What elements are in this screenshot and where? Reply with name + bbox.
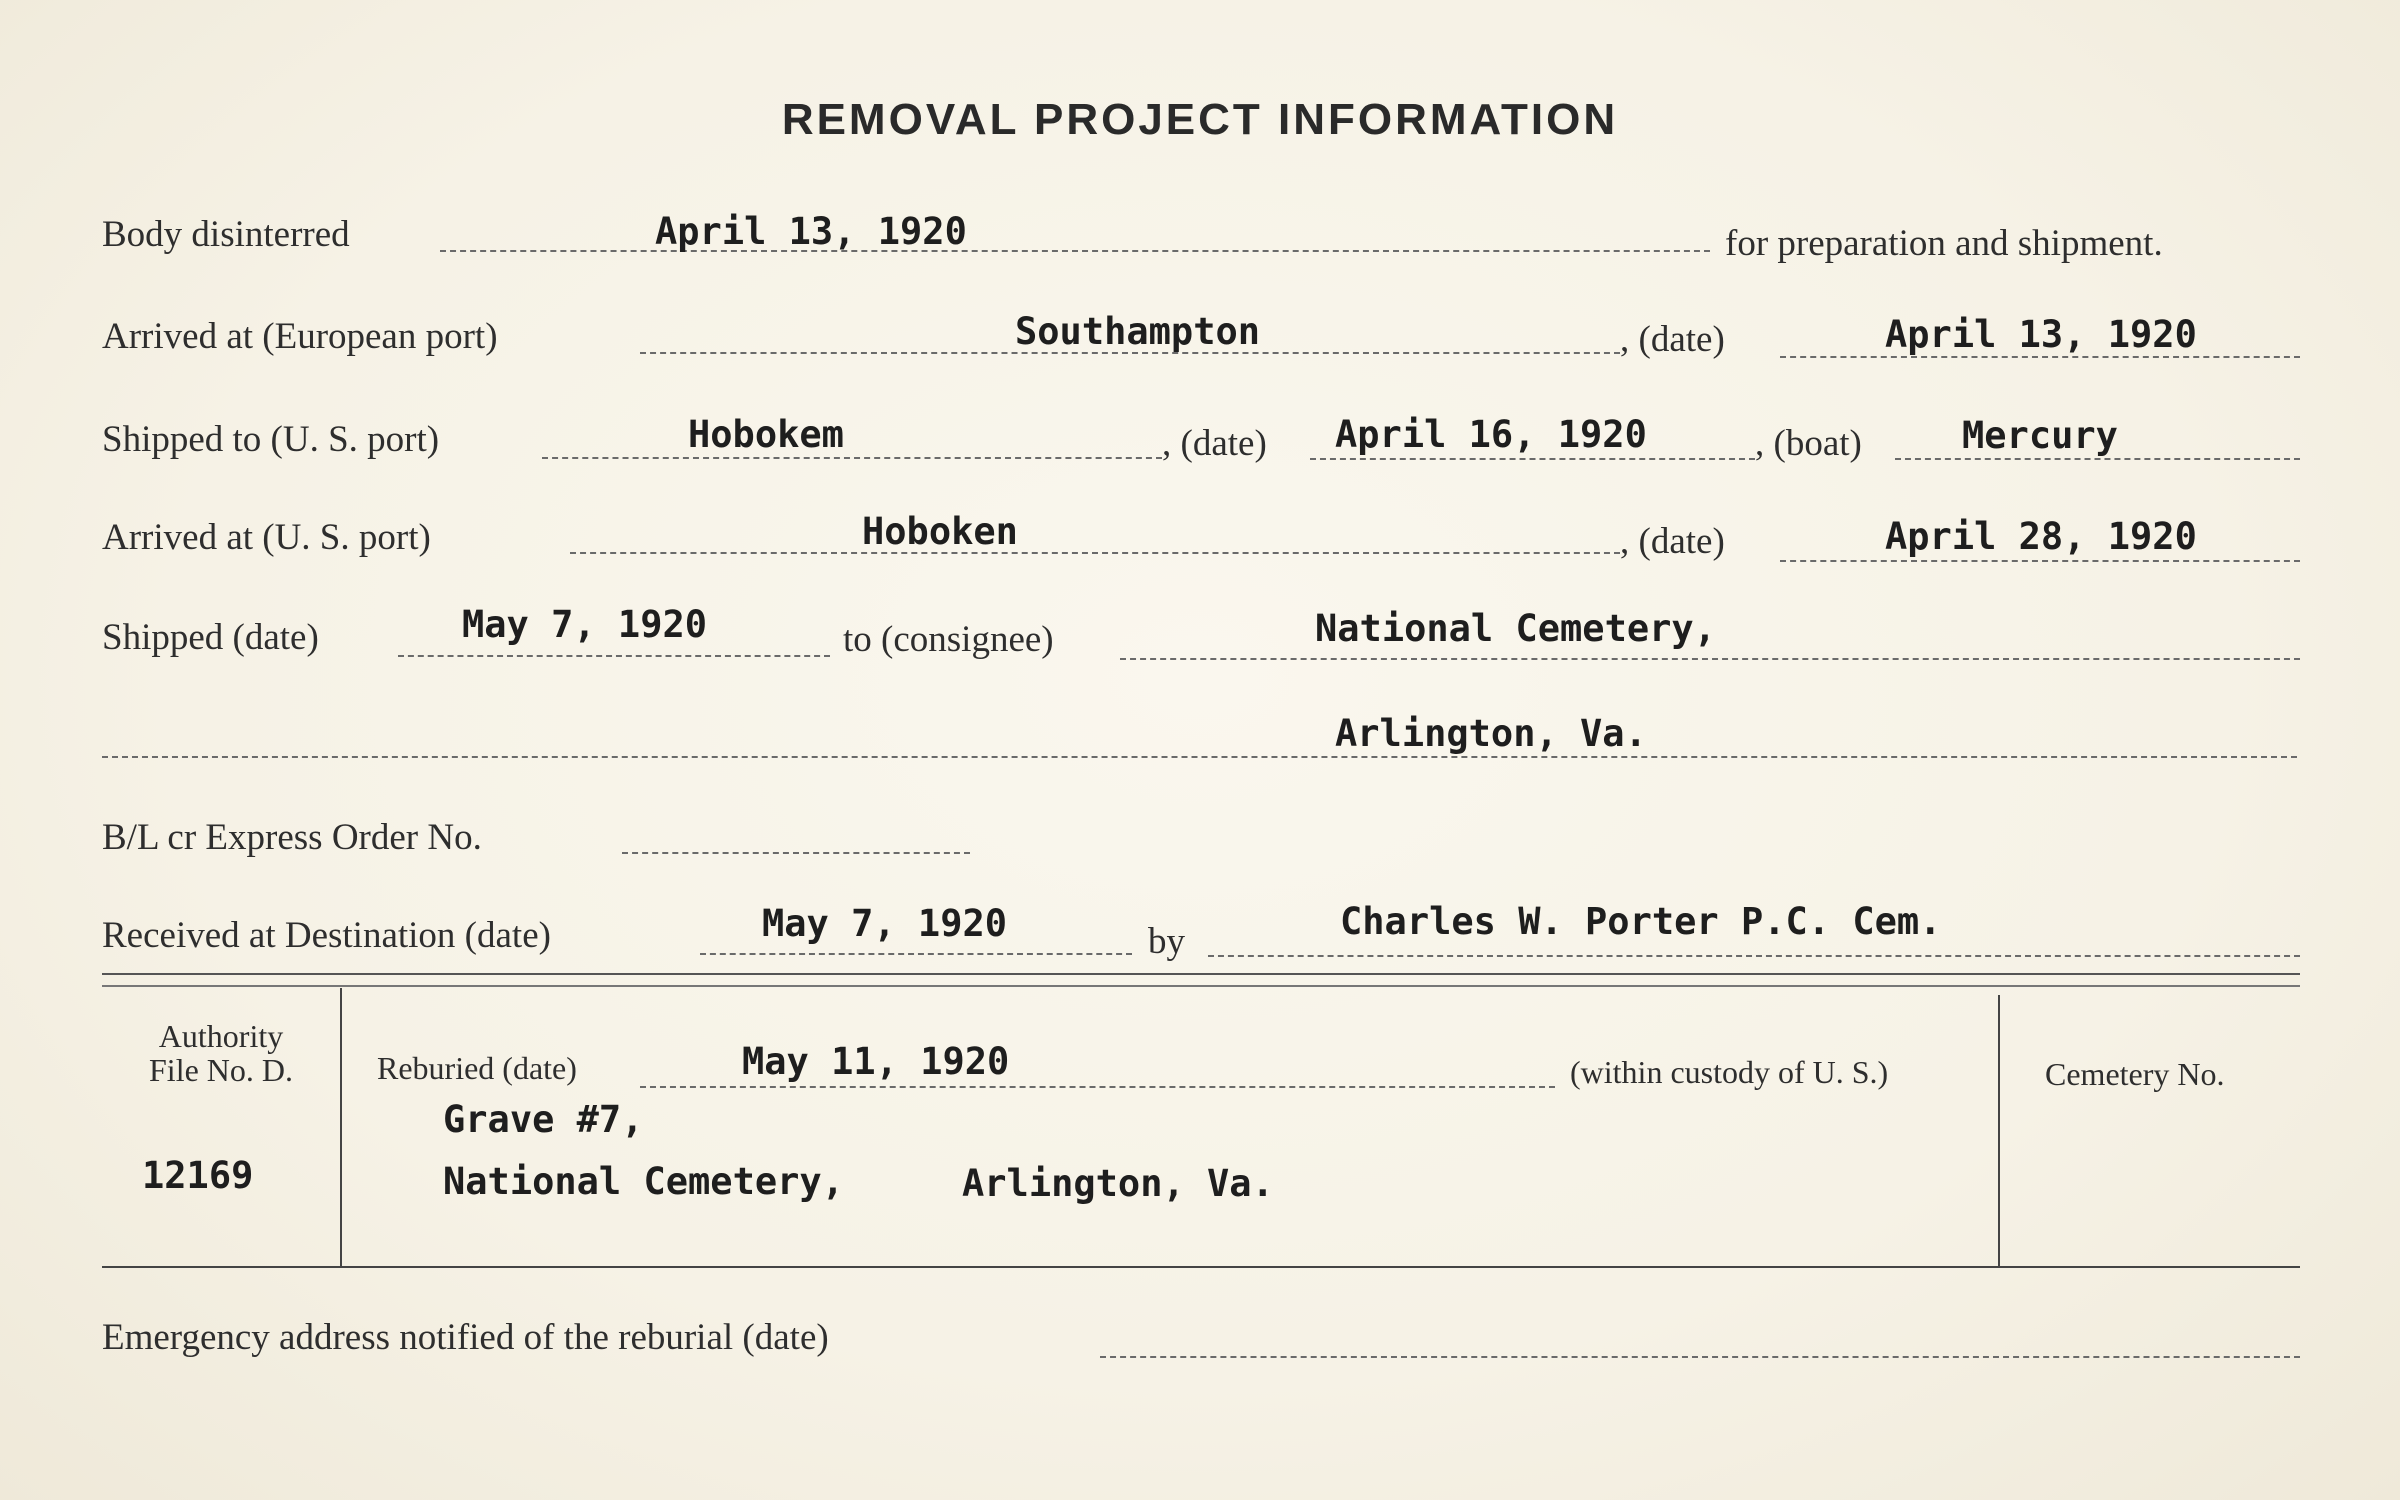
arrived-us-line — [570, 552, 1620, 554]
consignee-label: to (consignee) — [843, 619, 1054, 660]
shipped-to-label: Shipped to (U. S. port) — [102, 419, 440, 460]
consignee-line1-value: National Cemetery, — [1315, 607, 1716, 650]
received-date-line — [700, 953, 1132, 955]
arrived-date-line — [1780, 560, 2300, 562]
european-port-value: Southampton — [1015, 310, 1261, 353]
bl-order-label: B/L cr Express Order No. — [102, 817, 482, 858]
consignee-line2-value: Arlington, Va. — [1335, 712, 1647, 755]
arrived-date-us-value: April 28, 1920 — [1885, 515, 2197, 558]
box-bottom-rule — [102, 1266, 2300, 1268]
within-custody-label: (within custody of U. S.) — [1570, 1054, 1889, 1090]
shipped-to-line — [542, 457, 1162, 459]
box-divider-left — [340, 988, 342, 1266]
file-no-value: 12169 — [142, 1154, 254, 1197]
emergency-line — [1100, 1356, 2300, 1358]
by-label: by — [1148, 921, 1185, 962]
shipped-line — [398, 655, 830, 657]
european-date-line — [1780, 356, 2300, 358]
received-destination-label: Received at Destination (date) — [102, 915, 551, 956]
shipped-date-value: May 7, 1920 — [462, 603, 708, 646]
card-title: REMOVAL PROJECT INFORMATION — [781, 95, 1619, 144]
european-date-value: April 13, 1920 — [1885, 313, 2197, 356]
disinterred-date-value: April 13, 1920 — [655, 210, 967, 253]
us-port-arrived-value: Hoboken — [862, 510, 1018, 553]
shipped-date-label: , (date) — [1162, 423, 1267, 464]
consignee-continuation-line — [102, 756, 2297, 758]
body-disinterred-line — [440, 250, 1710, 252]
file-no-label: File No. D. — [149, 1052, 293, 1088]
body-disinterred-label: Body disinterred — [102, 214, 350, 255]
received-by-line — [1208, 955, 2300, 957]
cemetery-no-label: Cemetery No. — [2045, 1056, 2225, 1092]
shipped-date-label: Shipped (date) — [102, 617, 319, 658]
for-preparation-label: for preparation and shipment. — [1725, 223, 2163, 264]
consignee-line — [1120, 658, 2300, 660]
reburied-date-value: May 11, 1920 — [742, 1040, 1010, 1083]
european-date-label: , (date) — [1620, 319, 1725, 360]
received-date-value: May 7, 1920 — [762, 902, 1008, 945]
grave-line1-value: Grave #7, — [443, 1098, 644, 1141]
arrived-us-label: Arrived at (U. S. port) — [102, 517, 431, 558]
arrived-european-label: Arrived at (European port) — [102, 316, 498, 357]
reburied-label: Reburied (date) — [377, 1050, 577, 1086]
box-divider-right — [1998, 995, 2000, 1267]
boat-label: , (boat) — [1755, 423, 1862, 464]
bl-order-line — [622, 852, 970, 854]
divider-rule-bottom — [102, 985, 2300, 987]
received-by-value: Charles W. Porter P.C. Cem. — [1340, 900, 1942, 943]
authority-label: Authority — [158, 1018, 284, 1054]
boat-value: Mercury — [1962, 414, 2118, 457]
grave-line2-location-value: Arlington, Va. — [962, 1162, 1274, 1205]
reburied-date-line — [640, 1086, 1555, 1088]
boat-line — [1895, 458, 2300, 460]
shipped-date-us-value: April 16, 1920 — [1335, 413, 1647, 456]
grave-line2-cemetery-value: National Cemetery, — [443, 1160, 844, 1203]
divider-rule-top — [102, 973, 2300, 975]
emergency-label: Emergency address notified of the reburial (date) — [102, 1317, 829, 1358]
us-port-shipped-value: Hobokem — [688, 413, 844, 456]
shipped-date-line — [1310, 458, 1755, 460]
arrived-date-label: , (date) — [1620, 521, 1725, 562]
